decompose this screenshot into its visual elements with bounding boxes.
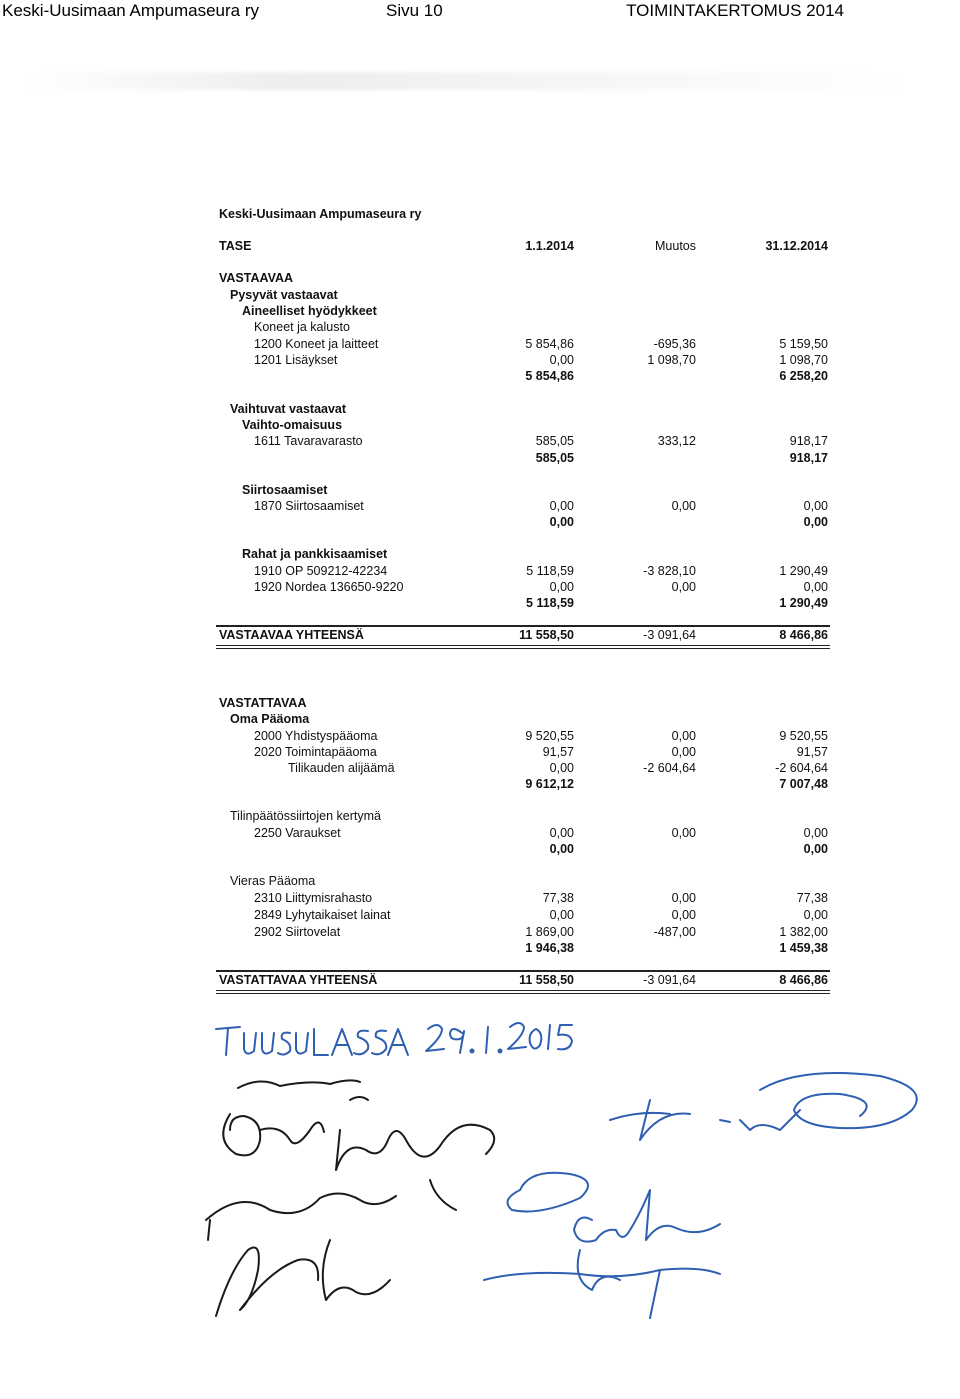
subtotal-row: 9 612,12 7 007,48	[525, 777, 828, 791]
table-row: 1920 Nordea 136650-9220 0,00 0,00 0,00	[254, 580, 828, 594]
doc-org-title: Keski-Uusimaan Ampumaseura ry	[219, 207, 422, 221]
table-row: 2000 Yhdistyspääoma 9 520,55 0,00 9 520,55	[254, 729, 828, 743]
fixed-assets-heading: Pysyvät vastaavat	[230, 288, 338, 302]
column-header-row	[0, 238, 960, 254]
accruals-heading: Siirtosaamiset	[242, 483, 328, 497]
table-row: 2849 Lyhytaikaiset lainat 0,00 0,00 0,00	[254, 908, 828, 922]
table-row: 1870 Siirtosaamiset 0,00 0,00 0,00	[254, 499, 828, 513]
table-row: 2310 Liittymisrahasto 77,38 0,00 77,38	[254, 891, 828, 905]
tangible-assets-heading: Aineelliset hyödykkeet	[242, 304, 377, 318]
subtotal-row: 0,00 0,00	[549, 515, 828, 529]
signature-dark-1	[206, 1080, 494, 1316]
table-row: 1910 OP 509212-42234 5 118,59 -3 828,10 1 290,49	[254, 564, 828, 578]
debt-heading: Vieras Pääoma	[230, 874, 316, 888]
column-label-end: 31.12.2014	[765, 239, 828, 253]
table-row: 2250 Varaukset 0,00 0,00 0,00	[254, 826, 828, 840]
machinery-heading: Koneet ja kalusto	[254, 320, 350, 334]
subtotal-row: 585,05 918,17	[535, 451, 828, 465]
subtotal-row: 0,00 0,00	[549, 842, 828, 856]
signature-blue	[484, 1073, 917, 1318]
subtotal-row: 5 118,59 1 290,49	[526, 596, 828, 610]
table-row: 1201 Lisäykset 0,00 1 098,70 1 098,70	[254, 353, 828, 367]
table-row: 2020 Toimintapääoma 91,57 0,00 91,57	[254, 745, 828, 759]
handwritten-place-date	[210, 1015, 590, 1065]
table-row: 2902 Siirtovelat 1 869,00 -487,00 1 382,00	[254, 925, 828, 939]
current-assets-heading: Vaihtuvat vastaavat	[230, 402, 347, 416]
column-label-change: Muutos	[655, 239, 696, 253]
assets-total-row: VASTAAVAA YHTEENSÄ 11 558,50 -3 091,64 8 466,86	[219, 628, 828, 642]
column-label-tase: TASE	[219, 239, 252, 253]
subtotal-row: 1 946,38 1 459,38	[525, 941, 828, 955]
subtotal-row: 5 854,86 6 258,20	[525, 369, 828, 383]
equity-heading: Oma Pääoma	[230, 712, 310, 726]
scan-artifact	[20, 72, 920, 90]
appropriations-heading: Tilinpäätössiirtojen kertymä	[230, 809, 381, 823]
cash-heading: Rahat ja pankkisaamiset	[242, 547, 388, 561]
table-row: 1200 Koneet ja laitteet 5 854,86 -695,36 5 159,50	[254, 337, 828, 351]
header-report-title: TOIMINTAKERTOMUS 2014	[626, 1, 844, 20]
inventory-heading: Vaihto-omaisuus	[242, 418, 343, 432]
page-header	[0, 0, 960, 26]
liabilities-heading: VASTATTAVAA	[219, 696, 307, 710]
liabilities-total-row: VASTATTAVAA YHTEENSÄ 11 558,50 -3 091,64 8 466,86	[219, 973, 828, 987]
header-page-number: Sivu 10	[386, 1, 443, 20]
table-row: 1611 Tavaravarasto 585,05 333,12 918,17	[254, 434, 828, 448]
column-label-start: 1.1.2014	[525, 239, 574, 253]
table-row: Tilikauden alijäämä 0,00 -2 604,64 -2 604,64	[288, 761, 828, 775]
header-org-name: Keski-Uusimaan Ampumaseura ry	[2, 1, 259, 20]
signature-area	[200, 1070, 940, 1320]
assets-heading: VASTAAVAA	[219, 271, 294, 285]
